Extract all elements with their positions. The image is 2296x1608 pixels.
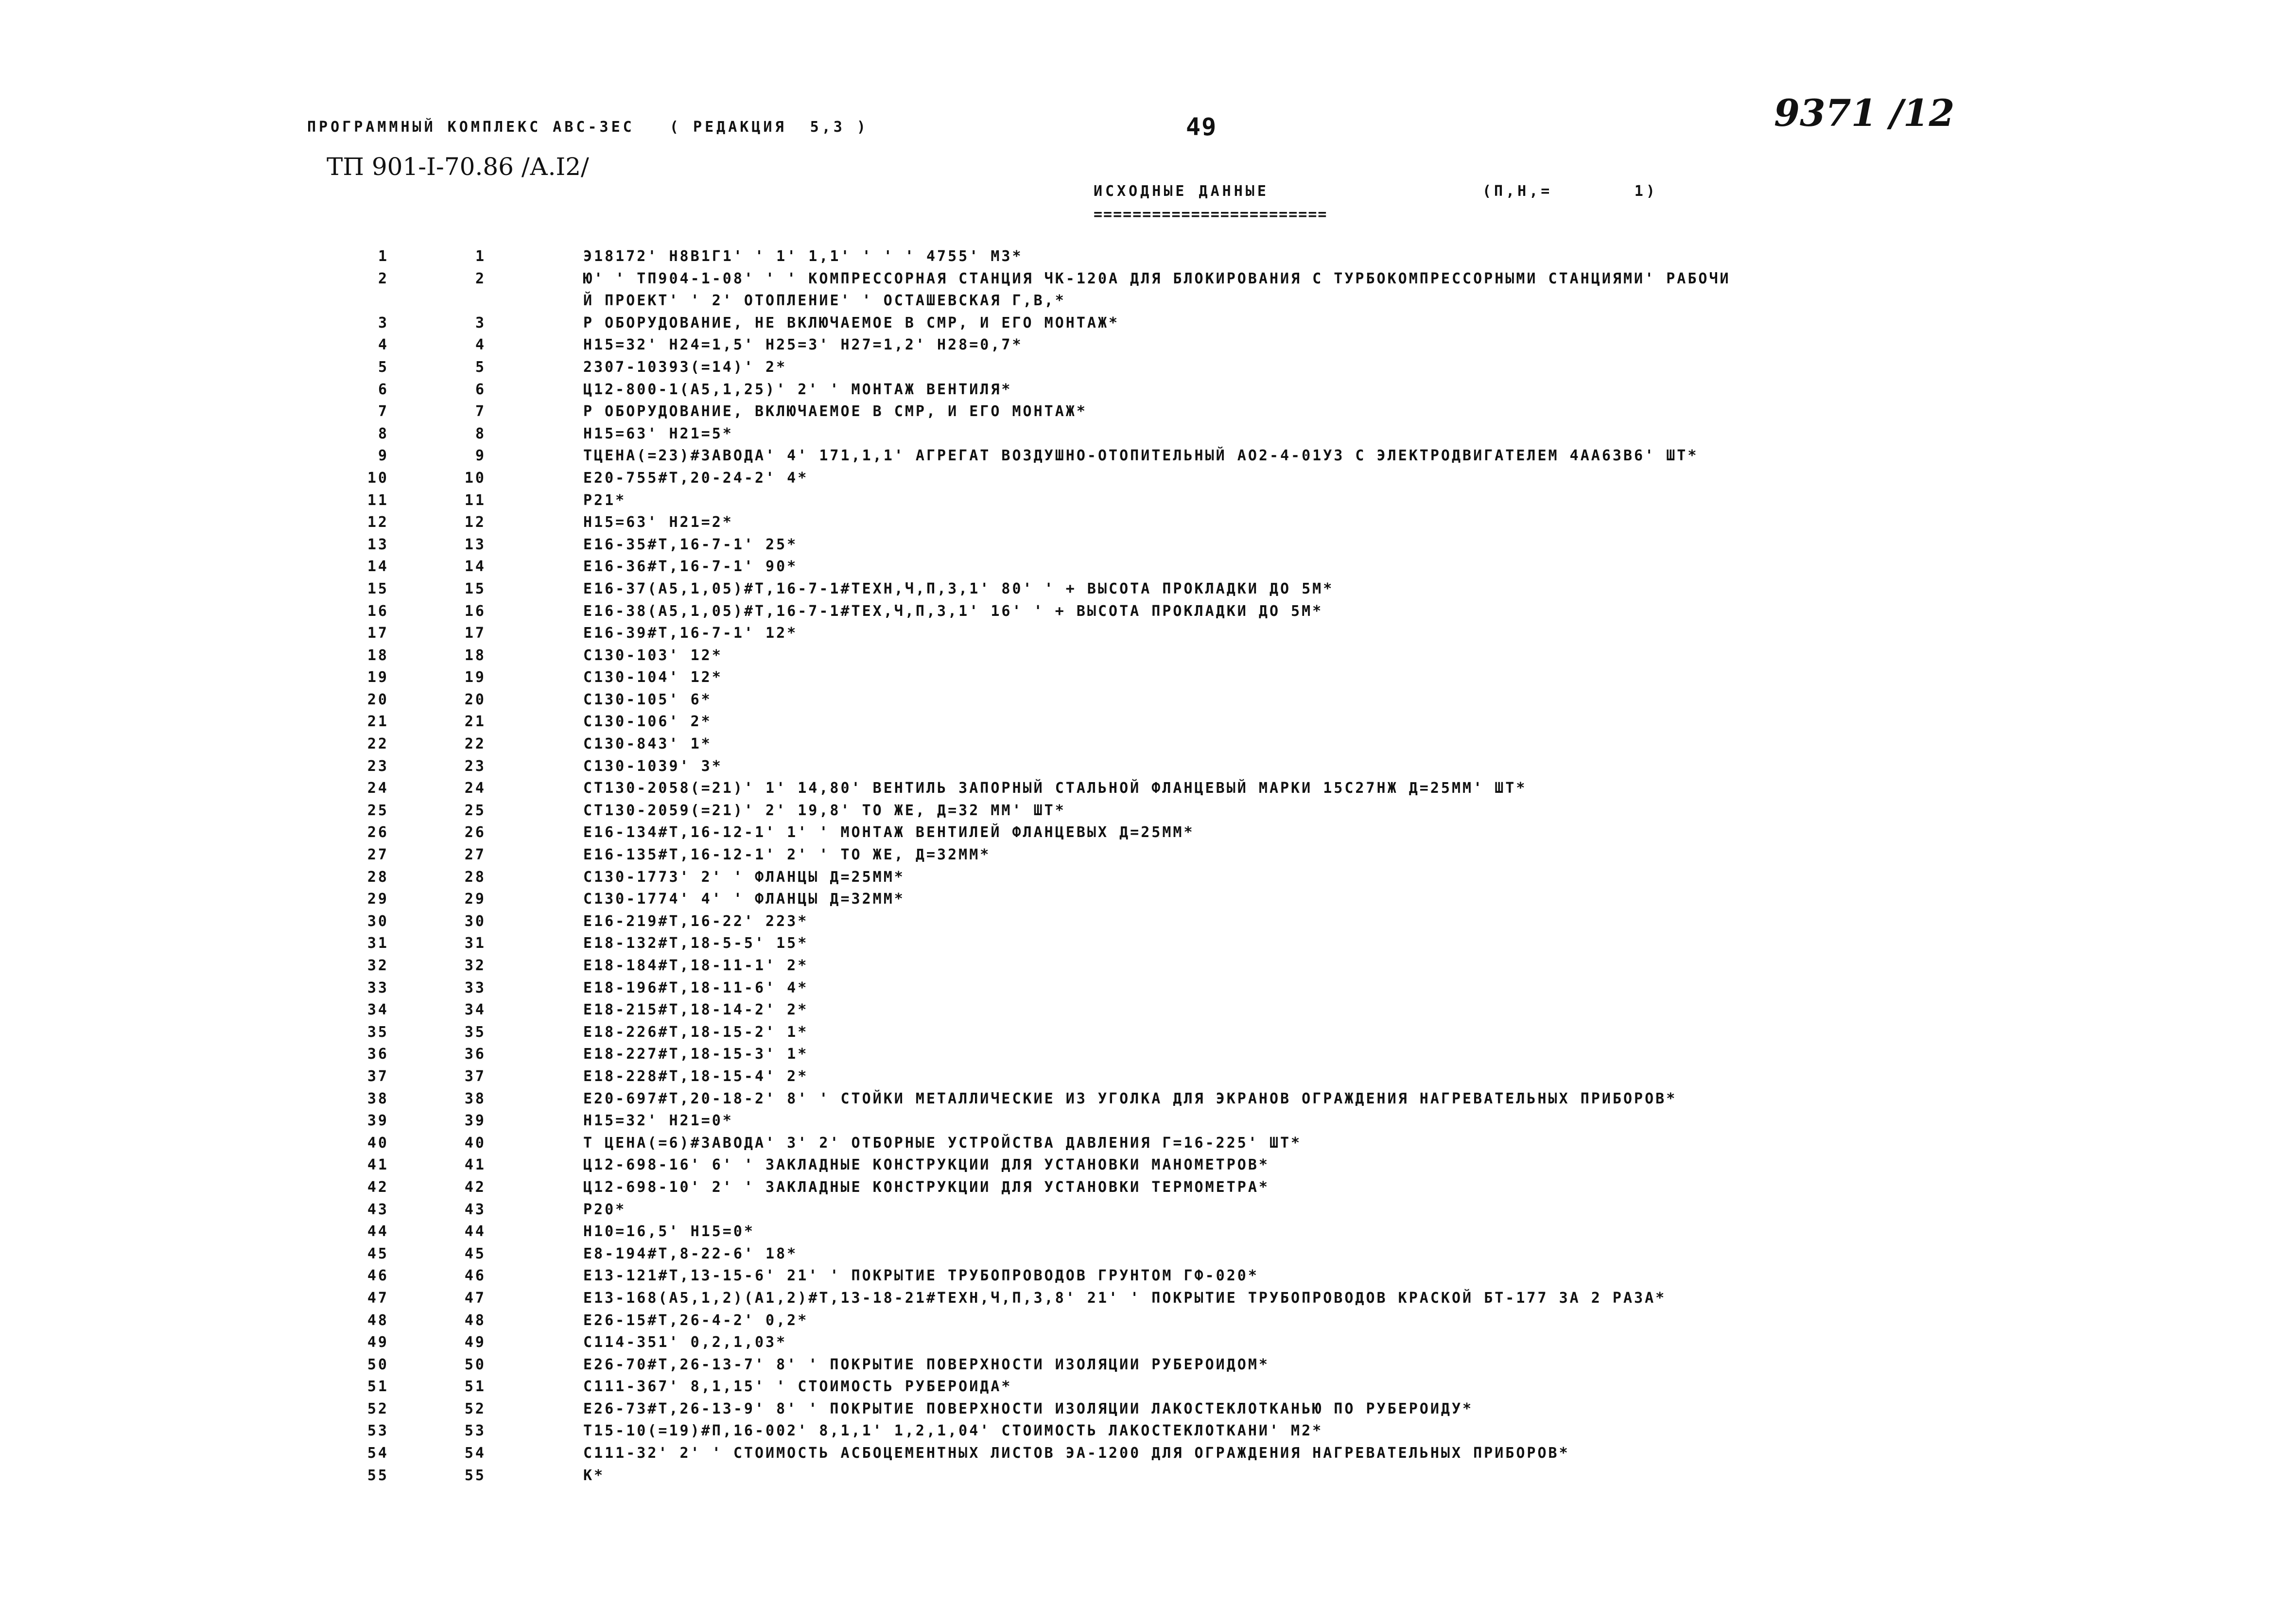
record-text: Е18-132#Т,18-5-5' 15* bbox=[583, 935, 809, 952]
line-number: 13 bbox=[367, 536, 389, 553]
record-number: 29 bbox=[464, 891, 486, 908]
record-text: Е16-219#Т,16-22' 223* bbox=[583, 912, 809, 930]
record-text: С130-1773' 2' ' ФЛАНЦЫ Д=25ММ* bbox=[583, 868, 905, 886]
line-number: 29 bbox=[367, 891, 389, 908]
record-number: 8 bbox=[475, 425, 486, 442]
line-number: 21 bbox=[367, 713, 389, 731]
listing-row bbox=[292, 470, 2041, 492]
record-number: 54 bbox=[464, 1445, 486, 1462]
line-number: 42 bbox=[367, 1178, 389, 1196]
listing-row bbox=[292, 403, 2041, 425]
record-text: С111-32' 2' ' СТОИМОСТЬ АСБОЦЕМЕНТНЫХ ЛИСТОВ ЭА-1200 ДЛЯ ОГРАЖДЕНИЯ НАГРЕВАТЕЛЬНЫХ ПРИБОРОВ* bbox=[583, 1445, 1570, 1462]
listing-row bbox=[292, 1356, 2041, 1379]
line-number: 54 bbox=[367, 1445, 389, 1462]
listing-row bbox=[292, 1445, 2041, 1467]
line-number: 20 bbox=[367, 691, 389, 708]
listing-row bbox=[292, 425, 2041, 448]
record-text: Н15=63' Н21=2* bbox=[583, 514, 733, 531]
record-text: С130-104' 12* bbox=[583, 669, 723, 686]
page-number: 49 bbox=[1186, 113, 1218, 141]
record-text: Н15=32' Н21=0* bbox=[583, 1112, 733, 1130]
record-text: К* bbox=[583, 1467, 605, 1484]
line-number: 30 bbox=[367, 912, 389, 930]
record-text: Ц12-698-10' 2' ' ЗАКЛАДНЫЕ КОНСТРУКЦИИ ДЛЯ УСТАНОВКИ ТЕРМОМЕТРА* bbox=[583, 1178, 1270, 1196]
line-number: 22 bbox=[367, 735, 389, 753]
listing-row bbox=[292, 1112, 2041, 1135]
listing-row bbox=[292, 1068, 2041, 1090]
listing-row bbox=[292, 558, 2041, 580]
listing-row bbox=[292, 580, 2041, 603]
record-text: Е16-39#Т,16-7-1' 12* bbox=[583, 625, 798, 642]
record-number: 17 bbox=[464, 625, 486, 642]
record-text: С130-843' 1* bbox=[583, 735, 712, 753]
record-number: 35 bbox=[464, 1023, 486, 1041]
record-number: 39 bbox=[464, 1112, 486, 1130]
record-number: 10 bbox=[464, 469, 486, 487]
listing-row bbox=[292, 935, 2041, 957]
record-text: Е16-37(А5,1,05)#Т,16-7-1#ТЕХН,Ч,П,3,1' 80' ' + ВЫСОТА ПРОКЛАДКИ ДО 5М* bbox=[583, 580, 1334, 597]
line-number: 25 bbox=[367, 802, 389, 819]
record-text: Е18-184#Т,18-11-1' 2* bbox=[583, 957, 809, 974]
listing-row bbox=[292, 381, 2041, 403]
record-number: 48 bbox=[464, 1311, 486, 1329]
listing-row bbox=[292, 669, 2041, 691]
line-number: 36 bbox=[367, 1046, 389, 1063]
record-number: 26 bbox=[464, 824, 486, 841]
record-number: 34 bbox=[464, 1001, 486, 1019]
record-text: Е16-135#Т,16-12-1' 2' ' ТО ЖЕ, Д=32ММ* bbox=[583, 846, 991, 864]
record-number: 19 bbox=[464, 669, 486, 686]
listing-row bbox=[292, 1156, 2041, 1179]
record-number: 22 bbox=[464, 735, 486, 753]
line-number: 39 bbox=[367, 1112, 389, 1130]
listing-row bbox=[292, 979, 2041, 1002]
record-text: С130-106' 2* bbox=[583, 713, 712, 731]
record-text: Е18-226#Т,18-15-2' 1* bbox=[583, 1023, 809, 1041]
record-number: 46 bbox=[464, 1267, 486, 1285]
record-text: 2307-10393(=14)' 2* bbox=[583, 358, 787, 376]
listing-row bbox=[292, 292, 2041, 315]
record-text: Е20-697#Т,20-18-2' 8' ' СТОЙКИ МЕТАЛЛИЧЕСКИЕ ИЗ УГОЛКА ДЛЯ ЭКРАНОВ ОГРАЖДЕНИЯ НАГРЕВАТЕЛЬНЫХ ПРИБОРОВ* bbox=[583, 1090, 1677, 1107]
line-number: 11 bbox=[367, 491, 389, 509]
record-text: Т15-10(=19)#П,16-002' 8,1,1' 1,2,1,04' СТОИМОСТЬ ЛАКОСТЕКЛОТКАНИ' М2* bbox=[583, 1422, 1323, 1440]
listing-row bbox=[292, 447, 2041, 470]
line-number: 23 bbox=[367, 757, 389, 775]
line-number: 8 bbox=[378, 425, 389, 442]
listing-row bbox=[292, 647, 2041, 669]
line-number: 46 bbox=[367, 1267, 389, 1285]
line-number: 5 bbox=[378, 358, 389, 376]
line-number: 27 bbox=[367, 846, 389, 864]
record-number: 13 bbox=[464, 536, 486, 553]
record-number: 27 bbox=[464, 846, 486, 864]
listing-row bbox=[292, 780, 2041, 802]
line-number: 44 bbox=[367, 1223, 389, 1241]
record-number: 2 bbox=[475, 270, 486, 287]
record-text: Н15=32' Н24=1,5' Н25=3' Н27=1,2' Н28=0,7* bbox=[583, 336, 1023, 354]
listing-row bbox=[292, 824, 2041, 846]
line-number: 2 bbox=[378, 270, 389, 287]
record-number: 36 bbox=[464, 1046, 486, 1063]
record-number: 16 bbox=[464, 602, 486, 620]
line-number: 45 bbox=[367, 1245, 389, 1262]
record-number: 53 bbox=[464, 1422, 486, 1440]
record-text: Ю' ' ТП904-1-08' ' ' КОМПРЕССОРНАЯ СТАНЦИЯ ЧК-120А ДЛЯ БЛОКИРОВАНИЯ С ТУРБОКОМПРЕССОРНЫМИ СТАНЦИЯМИ' РАБОЧИ bbox=[583, 270, 1731, 287]
data-listing bbox=[292, 248, 2041, 1489]
record-text: Р ОБОРУДОВАНИЕ, ВКЛЮЧАЕМОЕ В СМР, И ЕГО МОНТАЖ* bbox=[583, 403, 1087, 420]
listing-row bbox=[292, 846, 2041, 869]
record-text: Р ОБОРУДОВАНИЕ, НЕ ВКЛЮЧАЕМОЕ В СМР, И ЕГО МОНТАЖ* bbox=[583, 314, 1120, 332]
listing-row bbox=[292, 359, 2041, 381]
listing-row bbox=[292, 270, 2041, 293]
record-text: Н15=63' Н21=5* bbox=[583, 425, 733, 442]
record-text: ТЦЕНА(=23)#ЗАВОДА' 4' 171,1,1' АГРЕГАТ ВОЗДУШНО-ОТОПИТЕЛЬНЫЙ АО2-4-01УЗ С ЭЛЕКТРОДВИГАТЕЛЕМ 4АА63В6' ШТ* bbox=[583, 447, 1699, 465]
record-number: 33 bbox=[464, 979, 486, 996]
listing-row bbox=[292, 1267, 2041, 1290]
listing-row bbox=[292, 1467, 2041, 1489]
record-number: 32 bbox=[464, 957, 486, 974]
listing-row bbox=[292, 1001, 2041, 1024]
line-number: 33 bbox=[367, 979, 389, 996]
record-number: 43 bbox=[464, 1201, 486, 1218]
record-number: 51 bbox=[464, 1378, 486, 1396]
line-number: 55 bbox=[367, 1467, 389, 1484]
record-number: 49 bbox=[464, 1334, 486, 1351]
record-number: 14 bbox=[464, 558, 486, 576]
line-number: 32 bbox=[367, 957, 389, 974]
line-number: 50 bbox=[367, 1356, 389, 1373]
line-number: 28 bbox=[367, 868, 389, 886]
line-number: 52 bbox=[367, 1400, 389, 1417]
section-title: ИСХОДНЫЕ ДАННЫЕ bbox=[1094, 183, 1269, 200]
listing-row bbox=[292, 1400, 2041, 1423]
record-text: Е16-35#Т,16-7-1' 25* bbox=[583, 536, 798, 553]
record-number: 50 bbox=[464, 1356, 486, 1373]
line-number: 26 bbox=[367, 824, 389, 841]
record-text: С130-105' 6* bbox=[583, 691, 712, 708]
record-text: С130-1039' 3* bbox=[583, 757, 723, 775]
listing-row bbox=[292, 713, 2041, 735]
line-number: 34 bbox=[367, 1001, 389, 1019]
record-number: 3 bbox=[475, 314, 486, 332]
record-text: Р20* bbox=[583, 1201, 626, 1218]
record-number: 6 bbox=[475, 381, 486, 398]
listing-row bbox=[292, 514, 2041, 536]
record-text: Е13-168(А5,1,2)(А1,2)#Т,13-18-21#ТЕХН,Ч,П,3,8' 21' ' ПОКРЫТИЕ ТРУБОПРОВОДОВ КРАСКОЙ БТ-177 ЗА 2 РАЗА* bbox=[583, 1289, 1667, 1307]
listing-row bbox=[292, 1024, 2041, 1046]
line-number: 14 bbox=[367, 558, 389, 576]
record-text: Ц12-698-16' 6' ' ЗАКЛАДНЫЕ КОНСТРУКЦИИ ДЛЯ УСТАНОВКИ МАНОМЕТРОВ* bbox=[583, 1156, 1270, 1174]
listing-row bbox=[292, 1179, 2041, 1201]
record-text: Е26-73#Т,26-13-9' 8' ' ПОКРЫТИЕ ПОВЕРХНОСТИ ИЗОЛЯЦИИ ЛАКОСТЕКЛОТКАНЬЮ ПО РУБЕРОИДУ* bbox=[583, 1400, 1474, 1417]
record-text: Е13-121#Т,13-15-6' 21' ' ПОКРЫТИЕ ТРУБОПРОВОДОВ ГРУНТОМ ГФ-020* bbox=[583, 1267, 1259, 1285]
record-text: С111-367' 8,1,15' ' СТОИМОСТЬ РУБЕРОИДА* bbox=[583, 1378, 1012, 1396]
record-text: Е16-38(А5,1,05)#Т,16-7-1#ТЕХ,Ч,П,3,1' 16' ' + ВЫСОТА ПРОКЛАДКИ ДО 5М* bbox=[583, 602, 1323, 620]
record-number: 55 bbox=[464, 1467, 486, 1484]
line-number: 37 bbox=[367, 1067, 389, 1085]
line-number: 41 bbox=[367, 1156, 389, 1174]
record-text: С130-103' 12* bbox=[583, 647, 723, 664]
listing-row bbox=[292, 603, 2041, 625]
record-number: 11 bbox=[464, 491, 486, 509]
line-number: 7 bbox=[378, 403, 389, 420]
listing-row bbox=[292, 1334, 2041, 1356]
line-number: 38 bbox=[367, 1090, 389, 1107]
listing-row bbox=[292, 691, 2041, 714]
line-number: 15 bbox=[367, 580, 389, 597]
record-text: Т ЦЕНА(=6)#ЗАВОДА' 3' 2' ОТБОРНЫЕ УСТРОЙСТВА ДАВЛЕНИЯ Г=16-225' ШТ* bbox=[583, 1134, 1302, 1152]
record-number: 15 bbox=[464, 580, 486, 597]
record-number: 47 bbox=[464, 1289, 486, 1307]
listing-row bbox=[292, 1046, 2041, 1068]
listing-row bbox=[292, 758, 2041, 780]
record-number: 5 bbox=[475, 358, 486, 376]
record-text: Е18-227#Т,18-15-3' 1* bbox=[583, 1046, 809, 1063]
line-number: 48 bbox=[367, 1311, 389, 1329]
listing-row bbox=[292, 248, 2041, 270]
listing-row bbox=[292, 913, 2041, 935]
record-number: 37 bbox=[464, 1067, 486, 1085]
record-text: Е26-70#Т,26-13-7' 8' ' ПОКРЫТИЕ ПОВЕРХНОСТИ ИЗОЛЯЦИИ РУБЕРОИДОМ* bbox=[583, 1356, 1270, 1373]
listing-row bbox=[292, 802, 2041, 824]
line-number: 35 bbox=[367, 1023, 389, 1041]
handwritten-note: 9371 /12 bbox=[1774, 91, 1955, 135]
line-number: 24 bbox=[367, 780, 389, 797]
record-number: 40 bbox=[464, 1134, 486, 1152]
record-text: Р21* bbox=[583, 491, 626, 509]
listing-row bbox=[292, 336, 2041, 359]
line-number: 9 bbox=[378, 447, 389, 465]
record-number: 24 bbox=[464, 780, 486, 797]
record-number: 44 bbox=[464, 1223, 486, 1241]
line-number: 12 bbox=[367, 514, 389, 531]
record-text: Е8-194#Т,8-22-6' 18* bbox=[583, 1245, 798, 1262]
line-number: 19 bbox=[367, 669, 389, 686]
record-number: 41 bbox=[464, 1156, 486, 1174]
record-text: Е18-228#Т,18-15-4' 2* bbox=[583, 1067, 809, 1085]
record-number: 30 bbox=[464, 912, 486, 930]
record-text: Ц12-800-1(А5,1,25)' 2' ' МОНТАЖ ВЕНТИЛЯ* bbox=[583, 381, 1012, 398]
line-number: 4 bbox=[378, 336, 389, 354]
listing-row bbox=[292, 625, 2041, 647]
listing-row bbox=[292, 1312, 2041, 1334]
record-text: С130-1774' 4' ' ФЛАНЦЫ Д=32ММ* bbox=[583, 891, 905, 908]
listing-row bbox=[292, 536, 2041, 559]
record-number: 23 bbox=[464, 757, 486, 775]
record-number: 45 bbox=[464, 1245, 486, 1262]
line-number: 10 bbox=[367, 469, 389, 487]
listing-row bbox=[292, 1223, 2041, 1245]
record-number: 20 bbox=[464, 691, 486, 708]
listing-row bbox=[292, 315, 2041, 337]
record-number: 38 bbox=[464, 1090, 486, 1107]
line-number: 3 bbox=[378, 314, 389, 332]
record-text: Е16-36#Т,16-7-1' 90* bbox=[583, 558, 798, 576]
listing-row bbox=[292, 1290, 2041, 1312]
record-text: Й ПРОЕКТ' ' 2' ОТОПЛЕНИЕ' ' ОСТАШЕВСКАЯ Г,В,* bbox=[583, 292, 1066, 310]
line-number: 31 bbox=[367, 935, 389, 952]
document-code: ТП 901-I-70.86 /А.I2/ bbox=[327, 153, 589, 181]
record-number: 42 bbox=[464, 1178, 486, 1196]
record-number: 21 bbox=[464, 713, 486, 731]
line-number: 49 bbox=[367, 1334, 389, 1351]
record-number: 31 bbox=[464, 935, 486, 952]
section-title-underline: ======================== bbox=[1094, 206, 1328, 223]
record-text: Е18-196#Т,18-11-6' 4* bbox=[583, 979, 809, 996]
listing-row bbox=[292, 869, 2041, 891]
record-number: 28 bbox=[464, 868, 486, 886]
listing-row bbox=[292, 1090, 2041, 1113]
record-number: 52 bbox=[464, 1400, 486, 1417]
line-number: 51 bbox=[367, 1378, 389, 1396]
record-number: 1 bbox=[475, 248, 486, 265]
record-number: 25 bbox=[464, 802, 486, 819]
record-number: 4 bbox=[475, 336, 486, 354]
line-number: 43 bbox=[367, 1201, 389, 1218]
record-text: Е16-134#Т,16-12-1' 1' ' МОНТАЖ ВЕНТИЛЕЙ ФЛАНЦЕВЫХ Д=25ММ* bbox=[583, 824, 1195, 841]
line-number: 17 bbox=[367, 625, 389, 642]
listing-row bbox=[292, 1378, 2041, 1400]
listing-row bbox=[292, 1135, 2041, 1157]
listing-row bbox=[292, 1422, 2041, 1445]
line-number: 40 bbox=[367, 1134, 389, 1152]
line-number: 53 bbox=[367, 1422, 389, 1440]
record-number: 7 bbox=[475, 403, 486, 420]
record-text: Э18172' Н8В1Г1' ' 1' 1,1' ' ' ' 4755' М3* bbox=[583, 248, 1023, 265]
record-number: 9 bbox=[475, 447, 486, 465]
record-text: Е26-15#Т,26-4-2' 0,2* bbox=[583, 1311, 809, 1329]
record-text: Н10=16,5' Н15=0* bbox=[583, 1223, 755, 1241]
record-text: С114-351' 0,2,1,03* bbox=[583, 1334, 787, 1351]
listing-row bbox=[292, 1201, 2041, 1223]
record-number: 12 bbox=[464, 514, 486, 531]
line-number: 16 bbox=[367, 602, 389, 620]
line-number: 6 bbox=[378, 381, 389, 398]
listing-row bbox=[292, 891, 2041, 913]
line-number: 1 bbox=[378, 248, 389, 265]
record-text: Е20-755#Т,20-24-2' 4* bbox=[583, 469, 809, 487]
record-number: 18 bbox=[464, 647, 486, 664]
record-text: Е18-215#Т,18-14-2' 2* bbox=[583, 1001, 809, 1019]
record-text: СТ130-2058(=21)' 1' 14,80' ВЕНТИЛЬ ЗАПОРНЫЙ СТАЛЬНОЙ ФЛАНЦЕВЫЙ МАРКИ 15С27НЖ Д=25ММ' ШТ* bbox=[583, 780, 1527, 797]
line-number: 18 bbox=[367, 647, 389, 664]
record-text: СТ130-2059(=21)' 2' 19,8' ТО ЖЕ, Д=32 ММ' ШТ* bbox=[583, 802, 1066, 819]
section-params: (П,Н,= 1) bbox=[1482, 183, 1658, 200]
line-number: 47 bbox=[367, 1289, 389, 1307]
listing-row bbox=[292, 957, 2041, 979]
listing-row bbox=[292, 1245, 2041, 1268]
listing-row bbox=[292, 492, 2041, 514]
program-header: ПРОГРАММНЫЙ КОМПЛЕКС АВС-3ЕС ( РЕДАКЦИЯ 5,3 ) bbox=[307, 119, 869, 136]
listing-row bbox=[292, 735, 2041, 758]
